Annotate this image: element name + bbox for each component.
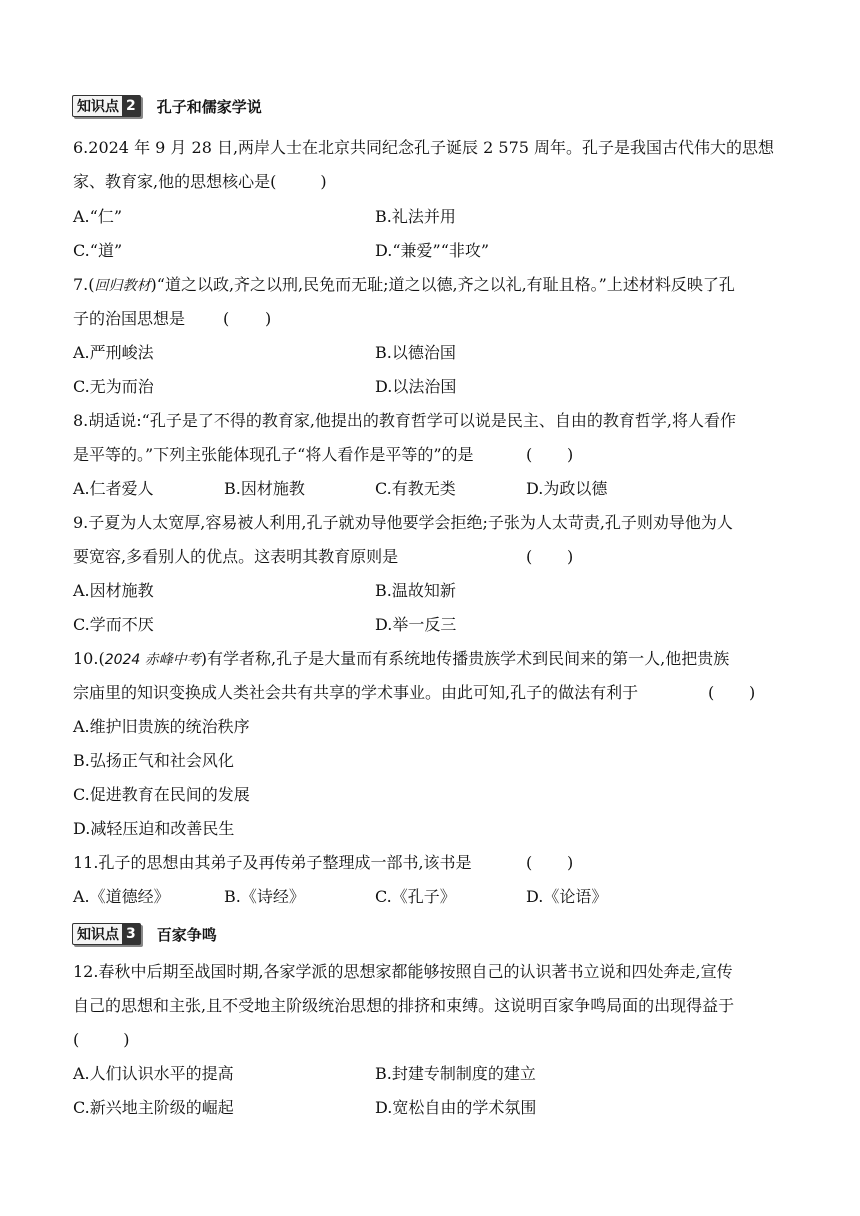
paren-open: ( — [526, 547, 533, 566]
option-c: C.有教无类 — [375, 479, 456, 498]
option-a: A.《道德经》 — [73, 887, 170, 906]
option-b: B.弘扬正气和社会风化 — [73, 751, 234, 770]
question-7-stem-2: 子的治国思想是 — [73, 309, 186, 328]
option-c: C.学而不厌 — [73, 615, 154, 634]
option-d: D.举一反三 — [375, 615, 457, 634]
badge-number: 3 — [122, 924, 140, 944]
paren-close: ) — [749, 683, 756, 702]
option-d: D.宽松自由的学术氛围 — [375, 1098, 537, 1117]
paren-close: ) — [320, 172, 327, 191]
option-d: D.为政以德 — [526, 479, 608, 498]
option-d: D.减轻压迫和改善民生 — [73, 819, 235, 838]
paren-open: ( — [526, 445, 533, 464]
question-8-line-1: 8.胡适说:“孔子是了不得的教育家,他提出的教育哲学可以说是民主、自由的教育哲学,将人看作 — [73, 411, 737, 430]
question-9-line-2 — [73, 546, 574, 568]
knowledge-point-badge — [72, 95, 141, 117]
option-c: C.促进教育在民间的发展 — [73, 785, 250, 804]
option-c: C.《孔子》 — [375, 887, 456, 906]
knowledge-point-badge — [72, 923, 141, 945]
option-d: D.“兼爱”“非攻” — [375, 241, 490, 260]
option-a: A.人们认识水平的提高 — [73, 1064, 234, 1083]
question-9-line-1: 9.子夏为人太宽厚,容易被人利用,孔子就劝导他要学会拒绝;子张为人太苛责,孔子则劝导他为人 — [73, 513, 733, 532]
question-7-source: 回归教材 — [94, 278, 151, 294]
option-b: B.温故知新 — [375, 581, 456, 600]
badge-label: 知识点 — [77, 927, 119, 943]
option-b: B.以德治国 — [375, 343, 456, 362]
badge-number: 2 — [122, 96, 140, 116]
option-b: B.礼法并用 — [375, 207, 456, 226]
paren-open: ( — [708, 683, 715, 702]
badge-label: 知识点 — [77, 99, 119, 115]
option-a: A.仁者爱人 — [73, 479, 154, 498]
section-header-2 — [72, 95, 262, 117]
question-6-line-2 — [73, 171, 327, 193]
question-6-stem: 家、教育家,他的思想核心是( — [73, 172, 277, 191]
option-b: B.《诗经》 — [224, 887, 305, 906]
option-c: C.新兴地主阶级的崛起 — [73, 1098, 234, 1117]
paren-open: ( — [223, 309, 230, 328]
question-10-line-2 — [73, 682, 756, 704]
option-a: A.“仁” — [73, 207, 123, 226]
paren-close: ) — [123, 1030, 130, 1049]
option-c: C.“道” — [73, 241, 123, 260]
option-a: A.严刑峻法 — [73, 343, 154, 362]
option-c: C.无为而治 — [73, 377, 154, 396]
question-7-stem-1: )“道之以政,齐之以刑,民免而无耻;道之以德,齐之以礼,有耻且格。”上述材料反映了孔 — [150, 275, 735, 294]
question-12-line-1: 12.春秋中后期至战国时期,各家学派的思想家都能够按照自己的认识著书立说和四处奔走,宣传 — [73, 962, 733, 981]
question-8-line-2 — [73, 444, 574, 466]
option-b: B.因材施教 — [224, 479, 305, 498]
paren-open: ( — [73, 1030, 80, 1049]
question-10-number: 10.( — [73, 649, 105, 668]
paren-close: ) — [265, 309, 272, 328]
section-title: 孔子和儒家学说 — [156, 97, 262, 116]
section-title: 百家争鸣 — [156, 925, 217, 944]
option-b: B.封建专制制度的建立 — [375, 1064, 536, 1083]
option-a: A.维护旧贵族的统治秩序 — [73, 717, 250, 736]
option-d: D.以法治国 — [375, 377, 457, 396]
question-11-line-1 — [73, 852, 574, 874]
paren-close: ) — [567, 547, 574, 566]
question-7-number: 7.( — [73, 275, 95, 294]
paren-close: ) — [567, 445, 574, 464]
question-10-stem-2: 宗庙里的知识变换成人类社会共有共享的学术事业。由此可知,孔子的做法有利于 — [73, 683, 639, 702]
question-8-stem: 是平等的。”下列主张能体现孔子“将人看作是平等的”的是 — [73, 445, 474, 464]
question-9-stem: 要宽容,多看别人的优点。这表明其教育原则是 — [73, 547, 399, 566]
question-6-line-1: 6.2024 年 9 月 28 日,两岸人士在北京共同纪念孔子诞辰 2 575 周年。孔子是我国古代伟大的思想 — [73, 138, 775, 157]
question-7-line-1 — [73, 274, 735, 297]
option-a: A.因材施教 — [73, 581, 154, 600]
section-header-3 — [72, 923, 217, 945]
question-10-stem-1: )有学者称,孔子是大量而有系统地传播贵族学术到民间来的第一人,他把贵族 — [200, 649, 730, 668]
question-11-stem: 11.孔子的思想由其弟子及再传弟子整理成一部书,该书是 — [73, 853, 472, 872]
question-10-line-1 — [73, 648, 729, 671]
question-12-line-2: 自己的思想和主张,且不受地主阶级统治思想的排挤和束缚。这说明百家争鸣局面的出现得益于 — [73, 996, 735, 1015]
option-d: D.《论语》 — [526, 887, 608, 906]
question-12-line-3 — [73, 1029, 130, 1051]
paren-close: ) — [567, 853, 574, 872]
paren-open: ( — [526, 853, 533, 872]
question-7-line-2 — [73, 308, 272, 330]
question-10-source: 2024 赤峰中考 — [104, 652, 201, 668]
